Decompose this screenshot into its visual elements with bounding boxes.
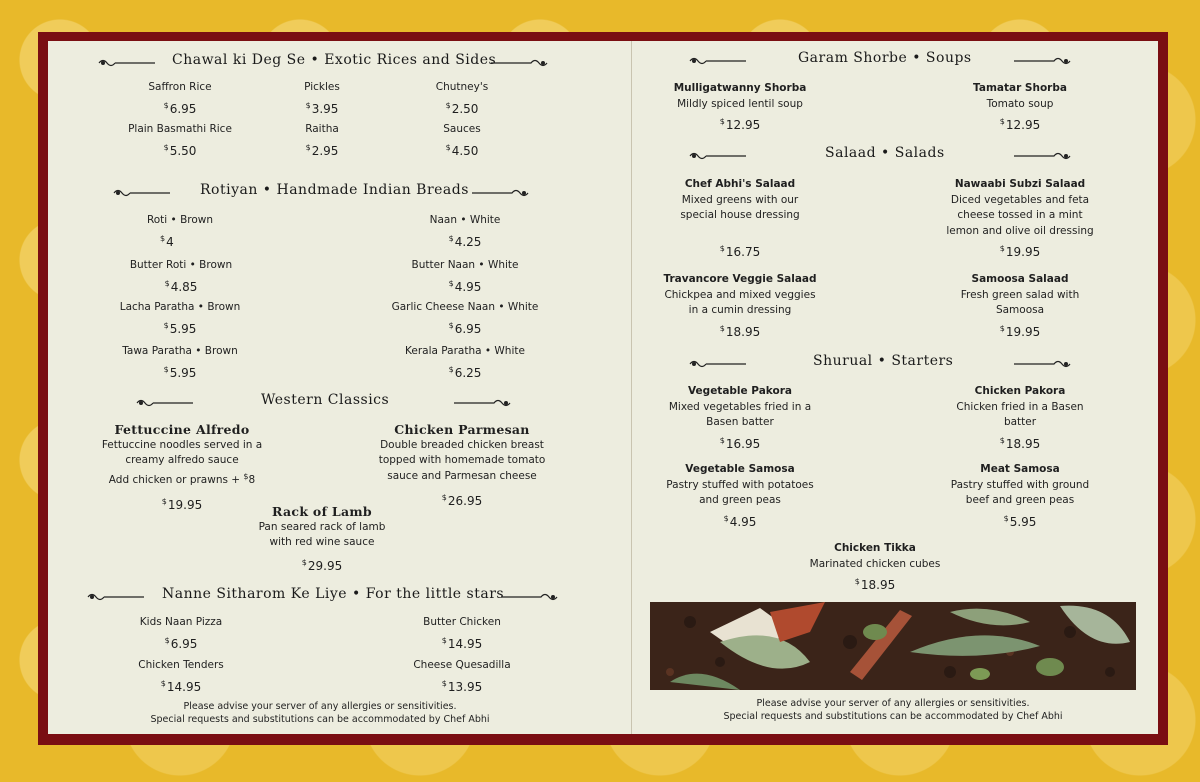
item-desc: batter (1003, 416, 1037, 428)
item-price: $13.95 (441, 678, 483, 694)
menu-item (420, 122, 504, 159)
item-price: $5.95 (163, 364, 197, 380)
item-price: $3.95 (305, 100, 339, 116)
section-heading-rice: Chawal ki Deg Se • Exotic Rices and Sides (172, 52, 497, 68)
item-name: Sauces (443, 123, 481, 135)
menu-item (660, 81, 820, 134)
menu-item (945, 384, 1095, 452)
footer-note (120, 701, 520, 726)
flourish-right-icon (1010, 147, 1072, 159)
page-divider (631, 41, 632, 734)
item-name: Naan • White (429, 214, 501, 226)
flourish-right-icon (450, 394, 512, 406)
item-price: $5.95 (1003, 513, 1037, 529)
item-name: Meat Samosa (980, 463, 1060, 475)
item-desc: sauce and Parmesan cheese (387, 469, 537, 482)
menu-item (116, 258, 246, 295)
footer-note (693, 698, 1093, 723)
item-name: Pickles (304, 81, 340, 93)
flourish-right-icon (487, 54, 549, 66)
item-desc: Samoosa (995, 304, 1045, 316)
item-price: $29.95 (301, 557, 343, 573)
item-desc: creamy alfredo sauce (125, 454, 239, 466)
menu-item (385, 300, 545, 337)
item-desc: Mixed greens with our (681, 193, 799, 206)
section-heading-breads: Rotiyan • Handmade Indian Breads (200, 182, 469, 198)
item-price: $4.85 (164, 278, 198, 294)
item-name: Kerala Paratha • White (405, 345, 525, 357)
footer-line: Please advise your server of any allergies or sensitivities. (756, 698, 1030, 709)
menu-item (110, 344, 250, 381)
menu-item (800, 541, 950, 594)
item-desc: lemon and olive oil dressing (946, 224, 1094, 237)
item-price: $16.75 (719, 243, 761, 259)
item-price: $14.95 (160, 678, 202, 694)
item-price: $5.95 (163, 320, 197, 336)
flourish-right-icon (1010, 52, 1072, 64)
menu-item (655, 384, 825, 452)
menu-item (395, 344, 535, 381)
item-extra: Add chicken or prawns + $8 (108, 471, 256, 486)
menu-item (940, 177, 1100, 261)
item-name: Roti • Brown (146, 214, 214, 226)
footer-line: Please advise your server of any allergies or sensitivities. (183, 701, 457, 712)
menu-item (120, 122, 240, 159)
item-name: Chicken Tenders (138, 659, 224, 671)
item-desc: Fettuccine noodles served in a (101, 438, 263, 451)
item-desc: with red wine sauce (269, 536, 375, 548)
item-name: Travancore Veggie Salaad (663, 273, 817, 285)
flourish-left-icon (688, 147, 750, 159)
item-name: Chef Abhi's Salaad (684, 178, 796, 190)
item-price: $12.95 (999, 117, 1041, 132)
item-price: $6.95 (163, 100, 197, 116)
section-heading-kids: Nanne Sitharom Ke Liye • For the little stars (162, 586, 505, 602)
item-desc: Pastry stuffed with ground (950, 478, 1090, 491)
footer-line: Special requests and substitutions can be accommodated by Chef Abhi (150, 713, 490, 725)
item-desc: cheese tossed in a mint (957, 209, 1083, 221)
item-price: $4 (160, 233, 174, 249)
item-name: Butter Naan • White (411, 259, 519, 271)
menu-item (130, 80, 230, 117)
flourish-left-icon (135, 394, 197, 406)
flourish-left-icon (97, 54, 159, 66)
menu-item (945, 462, 1095, 530)
item-price: $4.25 (448, 233, 482, 249)
menu-item (407, 658, 517, 695)
menu-item (120, 213, 240, 250)
flourish-right-icon (497, 588, 559, 600)
item-price: $14.95 (441, 635, 483, 651)
menu-item (945, 81, 1095, 134)
item-name: Tawa Paratha • Brown (122, 345, 238, 357)
menu-item (407, 615, 517, 652)
menu-item (280, 80, 364, 117)
item-name: Raitha (305, 123, 339, 135)
item-name: Vegetable Pakora (688, 385, 792, 397)
section-heading-salads: Salaad • Salads (825, 145, 945, 161)
item-name: Chicken Parmesan (394, 422, 530, 437)
item-price: $6.95 (164, 635, 198, 651)
item-name: Lacha Paratha • Brown (119, 301, 241, 313)
menu-item (126, 658, 236, 695)
item-price: $6.25 (448, 364, 482, 380)
item-price: $4.50 (445, 142, 479, 158)
section-heading-starters: Shurual • Starters (813, 353, 954, 369)
item-desc: Diced vegetables and feta (950, 193, 1090, 206)
item-price: $19.95 (999, 323, 1041, 339)
item-desc: beef and green peas (965, 494, 1075, 506)
item-price: $19.95 (999, 244, 1041, 259)
item-name: Kids Naan Pizza (139, 616, 223, 628)
item-name: Nawaabi Subzi Salaad (954, 178, 1086, 190)
item-name: Butter Chicken (423, 616, 501, 628)
flourish-left-icon (688, 52, 750, 64)
item-name: Cheese Quesadilla (413, 659, 511, 671)
item-name: Chutney's (435, 81, 489, 93)
flourish-left-icon (688, 355, 750, 367)
item-price: $2.95 (305, 142, 339, 158)
item-name: Rack of Lamb (272, 504, 372, 519)
item-desc: topped with homemade tomato (378, 454, 546, 466)
item-price: $4.95 (448, 278, 482, 294)
item-desc: Mildly spiced lentil soup (677, 97, 803, 110)
item-price: $26.95 (441, 493, 483, 508)
item-price: $12.95 (719, 117, 761, 132)
item-desc: Marinated chicken cubes (809, 557, 941, 570)
flourish-left-icon (86, 588, 148, 600)
item-name: Chicken Pakora (974, 385, 1066, 397)
menu-item (940, 272, 1100, 340)
item-price: $19.95 (161, 497, 203, 512)
spices-photo (650, 602, 1136, 690)
flourish-right-icon (468, 184, 530, 196)
item-name: Samoosa Salaad (971, 273, 1069, 285)
menu-item (655, 177, 825, 260)
item-price: $2.50 (445, 100, 479, 116)
menu-item (92, 422, 272, 514)
menu-item (372, 422, 552, 510)
item-price: $16.95 (719, 435, 761, 451)
item-name: Mulligatwanny Shorba (673, 82, 807, 94)
item-name: Butter Roti • Brown (129, 259, 233, 271)
flourish-right-icon (1010, 355, 1072, 367)
item-desc: Pan seared rack of lamb (258, 520, 386, 533)
menu-item (420, 80, 504, 117)
menu-item (655, 462, 825, 530)
item-desc: Fresh green salad with (960, 288, 1080, 301)
item-price: $18.95 (854, 577, 896, 592)
menu-item (395, 213, 535, 250)
item-name: Saffron Rice (148, 81, 212, 93)
menu-item (110, 300, 250, 337)
item-desc: Basen batter (706, 416, 774, 428)
menu-item (655, 272, 825, 340)
section-heading-western: Western Classics (261, 392, 390, 408)
section-heading-soups: Garam Shorbe • Soups (798, 50, 972, 66)
item-price: $4.95 (723, 513, 757, 529)
item-desc: special house dressing (680, 209, 800, 221)
item-desc: Tomato soup (986, 97, 1054, 110)
item-name: Vegetable Samosa (685, 463, 795, 475)
item-desc: Double breaded chicken breast (380, 438, 544, 451)
item-price: $18.95 (999, 435, 1041, 451)
item-name: Chicken Tikka (834, 542, 916, 554)
menu-item (126, 615, 236, 652)
item-name: Garlic Cheese Naan • White (391, 301, 539, 313)
item-desc: Chickpea and mixed veggies (664, 288, 816, 301)
item-name: Tamatar Shorba (973, 82, 1067, 94)
menu-item (232, 504, 412, 574)
item-price: $18.95 (719, 323, 761, 339)
item-desc: Pastry stuffed with potatoes (666, 478, 814, 491)
menu-item (395, 258, 535, 295)
item-price: $6.95 (448, 320, 482, 336)
flourish-left-icon (112, 184, 174, 196)
item-desc: in a cumin dressing (688, 304, 792, 316)
item-desc: Mixed vegetables fried in a (668, 400, 812, 413)
item-price: $5.50 (163, 142, 197, 158)
item-name: Plain Basmathi Rice (128, 123, 232, 135)
menu-item (280, 122, 364, 159)
item-desc: and green peas (699, 494, 781, 506)
item-desc: Chicken fried in a Basen (956, 400, 1084, 413)
footer-line: Special requests and substitutions can be accommodated by Chef Abhi (723, 710, 1063, 722)
item-name: Fettuccine Alfredo (114, 422, 250, 437)
